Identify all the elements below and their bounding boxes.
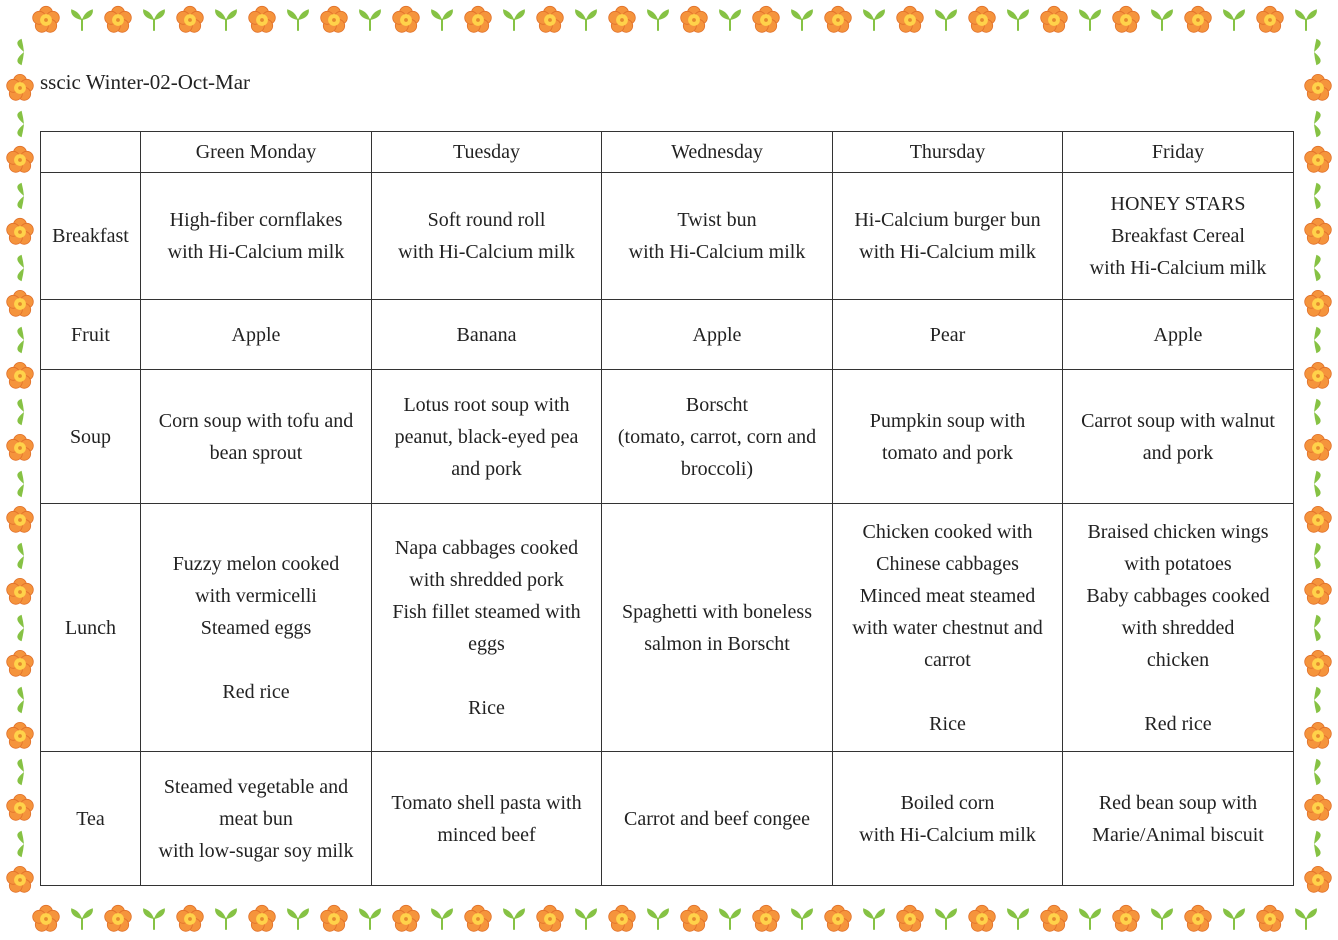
leaf-icon [431,9,453,31]
menu-item-line: Spaghetti with boneless [622,600,812,623]
flower-icon [1305,434,1332,460]
flower-icon [1305,650,1332,676]
leaf-icon [143,9,165,31]
menu-item-line: and pork [1142,441,1214,464]
flower-icon [1185,905,1212,931]
leaf-icon [719,908,741,930]
menu-item-line: Lotus root soup with [403,393,570,416]
menu-cell [141,173,372,300]
flower-icon [753,905,780,931]
blank-line [839,676,1056,708]
decorative-border-left [0,30,40,910]
leaf-icon [1314,759,1321,785]
menu-item-line: Corn soup with tofu and [158,409,354,432]
menu-item-line: with shredded [1121,616,1235,639]
menu-item-line: salmon in Borscht [644,632,790,655]
leaf-icon [1314,831,1321,857]
leaf-icon [1295,908,1317,930]
flower-icon [465,6,492,32]
menu-item-line: Carrot soup with walnut [1081,409,1275,432]
leaf-icon [1295,9,1317,31]
flower-icon [7,506,34,532]
flower-icon [1257,905,1284,931]
menu-item-line: with Hi-Calcium milk [859,823,1036,846]
menu-item-line: Pear [929,323,966,346]
leaf-icon [17,759,24,785]
meal-label: Tea [41,752,141,886]
meal-row [41,300,1294,370]
menu-item-line: Chicken cooked with [862,520,1033,543]
menu-item-line: Apple [231,323,281,346]
menu-item-line: HONEY STARS [1110,193,1246,215]
menu-cell [1063,173,1294,300]
flower-icon [609,905,636,931]
flower-icon [393,905,420,931]
menu-item-line: Boiled corn [900,791,995,814]
leaf-icon [1314,111,1321,137]
menu-item-line: Hi-Calcium burger bun [854,209,1041,231]
flower-icon [7,578,34,604]
menu-item-line: Apple [1153,323,1203,346]
leaf-icon [17,399,24,425]
menu-item-line: with vermicelli [195,584,317,607]
day-header: Green Monday [141,132,372,173]
flower-icon [609,6,636,32]
flower-icon [7,434,34,460]
flower-icon [1305,506,1332,532]
flower-icon [1185,6,1212,32]
menu-item-line: Twist bun [677,209,757,231]
leaf-icon [215,9,237,31]
menu-item-line: Baby cabbages cooked [1086,584,1270,607]
flower-icon [7,722,34,748]
leaf-icon [1314,255,1321,281]
leaf-icon [287,908,309,930]
leaf-icon [143,908,165,930]
flower-icon [969,6,996,32]
flower-icon [537,905,564,931]
menu-item-line: Banana [456,323,517,346]
menu-item-line: with Hi-Calcium milk [628,241,806,263]
menu-cell [602,752,833,886]
flower-icon [753,6,780,32]
leaf-icon [71,908,93,930]
menu-cell [1063,300,1294,370]
menu-item-line: broccoli) [680,457,754,480]
flower-icon [465,905,492,931]
menu-item-line: and pork [451,457,522,480]
flower-icon [1305,290,1332,316]
leaf-icon [1314,39,1321,65]
menu-item-line: meat bun [219,807,293,830]
menu-item-line: with potatoes [1124,552,1232,575]
menu-cell [372,300,602,370]
meal-row [41,370,1294,504]
leaf-icon [1223,908,1245,930]
leaf-icon [17,831,24,857]
leaf-icon [17,39,24,65]
menu-cell [833,370,1063,504]
menu-item-line: High-fiber cornflakes [169,209,343,231]
menu-item-line: minced beef [437,823,536,846]
menu-item-line: with Hi-Calcium milk [1089,257,1267,279]
menu-item-line: Red rice [1144,712,1212,735]
menu-item-line: with low-sugar soy milk [158,839,354,862]
leaf-icon [791,9,813,31]
leaf-icon [935,9,957,31]
menu-item-line: with shredded pork [409,568,564,591]
flower-icon [7,362,34,388]
menu-cell [833,300,1063,370]
page-title: sscic Winter-02-Oct-Mar [40,70,251,94]
flower-icon [681,905,708,931]
flower-icon [7,290,34,316]
leaf-icon [359,908,381,930]
leaf-icon [17,615,24,641]
flower-icon [1305,146,1332,172]
menu-item-line: Tomato shell pasta with [391,791,582,814]
menu-cell [602,173,833,300]
menu-item-line: (tomato, carrot, corn and [617,425,817,448]
decorative-border-bottom [0,898,1338,940]
flower-icon [1305,578,1332,604]
leaf-icon [17,327,24,353]
meal-label: Lunch [41,504,141,752]
flower-icon [249,6,276,32]
menu-item-line: tomato and pork [881,441,1014,464]
leaf-icon [503,9,525,31]
flower-icon [1257,6,1284,32]
flower-icon [7,650,34,676]
menu-cell [833,173,1063,300]
flower-icon [1305,794,1332,820]
meal-label: Fruit [41,300,141,370]
flower-icon [105,905,132,931]
menu-cell [372,173,602,300]
menu-item-line: peanut, black-eyed pea [394,425,579,448]
menu-cell [833,504,1063,752]
menu-item-line: Chinese cabbages [876,552,1019,575]
leaf-icon [575,908,597,930]
leaf-icon [791,908,813,930]
menu-cell [372,504,602,752]
leaf-icon [71,9,93,31]
flower-icon [321,905,348,931]
day-header: Tuesday [372,132,602,173]
menu-cell [833,752,1063,886]
menu-cell [602,504,833,752]
header-row [41,132,1294,173]
meal-label: Breakfast [41,173,141,300]
menu-cell [141,300,372,370]
menu-item-line: Minced meat steamed [859,584,1036,607]
leaf-icon [17,183,24,209]
leaf-icon [17,255,24,281]
blank-line [147,644,365,676]
leaf-icon [575,9,597,31]
menu-cell [1063,504,1294,752]
menu-item-line: Borscht [685,393,749,416]
flower-icon [7,866,34,892]
leaf-icon [1314,615,1321,641]
flower-icon [897,6,924,32]
leaf-icon [215,908,237,930]
leaf-icon [359,9,381,31]
meal-row [41,173,1294,300]
meal-row [41,752,1294,886]
menu-item-line: Apple [692,323,742,346]
flower-icon [1305,74,1332,100]
leaf-icon [1223,9,1245,31]
menu-item-line: Steamed eggs [200,616,312,639]
menu-item-line: carrot [924,648,971,671]
leaf-icon [1079,908,1101,930]
flower-icon [1113,905,1140,931]
menu-item-line: eggs [468,632,505,655]
leaf-icon [431,908,453,930]
flower-icon [969,905,996,931]
flower-icon [825,905,852,931]
flower-icon [177,6,204,32]
menu-cell [372,370,602,504]
leaf-icon [1314,183,1321,209]
menu-cell [1063,752,1294,886]
flower-icon [1041,6,1068,32]
menu-item-line: Braised chicken wings [1087,520,1269,543]
leaf-icon [647,9,669,31]
leaf-icon [17,543,24,569]
flower-icon [7,74,34,100]
leaf-icon [1314,687,1321,713]
decorative-border-right [1298,30,1338,910]
menu-cell [602,370,833,504]
flower-icon [681,6,708,32]
decorative-border-top [0,0,1338,40]
flower-icon [7,218,34,244]
menu-item-line: Rice [929,712,966,735]
menu-item-line: with water chestnut and [852,616,1043,639]
leaf-icon [503,908,525,930]
menu-cell [141,370,372,504]
flower-icon [1041,905,1068,931]
flower-icon [1305,722,1332,748]
leaf-icon [1314,399,1321,425]
flower-icon [897,905,924,931]
menu-cell [1063,370,1294,504]
leaf-icon [17,687,24,713]
leaf-icon [1314,327,1321,353]
leaf-icon [1007,9,1029,31]
flower-icon [105,6,132,32]
menu-item-line: Marie/Animal biscuit [1092,823,1264,846]
meal-label: Soup [41,370,141,504]
menu-item-line: Rice [468,696,505,719]
leaf-icon [1151,908,1173,930]
flower-icon [1305,362,1332,388]
leaf-icon [1007,908,1029,930]
leaf-icon [935,908,957,930]
flower-icon [249,905,276,931]
menu-item-line: Steamed vegetable and [163,775,349,798]
leaf-icon [1314,471,1321,497]
menu-item-line: Fish fillet steamed with [392,600,581,623]
leaf-icon [17,471,24,497]
leaf-icon [863,908,885,930]
menu-item-line: Breakfast Cereal [1111,225,1245,247]
leaf-icon [1151,9,1173,31]
meal-row [41,504,1294,752]
flower-icon [7,146,34,172]
menu-item-line: Red rice [222,680,290,703]
menu-item-line: Red bean soup with [1098,791,1258,814]
day-header: Thursday [833,132,1063,173]
flower-icon [177,905,204,931]
menu-item-line: Soft round roll [427,209,546,231]
leaf-icon [719,9,741,31]
menu-item-line: Carrot and beef congee [623,807,810,830]
menu-cell [141,752,372,886]
menu-cell [372,752,602,886]
flower-icon [321,6,348,32]
flower-icon [825,6,852,32]
corner-cell [41,132,141,173]
blank-line [1069,676,1287,708]
menu-item-line: bean sprout [209,441,303,464]
flower-icon [1305,218,1332,244]
leaf-icon [17,111,24,137]
flower-icon [7,794,34,820]
menu-item-line: chicken [1146,648,1210,671]
day-header: Wednesday [602,132,833,173]
flower-icon [537,6,564,32]
flower-icon [393,6,420,32]
leaf-icon [1314,543,1321,569]
menu-cell [602,300,833,370]
blank-line [378,660,595,692]
menu-item-line: Pumpkin soup with [869,409,1026,432]
leaf-icon [287,9,309,31]
leaf-icon [863,9,885,31]
flower-icon [1305,866,1332,892]
menu-item-line: with Hi-Calcium milk [167,241,345,263]
menu-table [40,131,1294,886]
leaf-icon [647,908,669,930]
menu-item-line: with Hi-Calcium milk [859,241,1036,263]
flower-icon [33,6,60,32]
leaf-icon [1079,9,1101,31]
day-header: Friday [1063,132,1294,173]
menu-item-line: Fuzzy melon cooked [172,552,340,575]
menu-item-line: Napa cabbages cooked [394,536,579,559]
menu-item-line: with Hi-Calcium milk [398,241,575,263]
menu-cell [141,504,372,752]
flower-icon [1113,6,1140,32]
